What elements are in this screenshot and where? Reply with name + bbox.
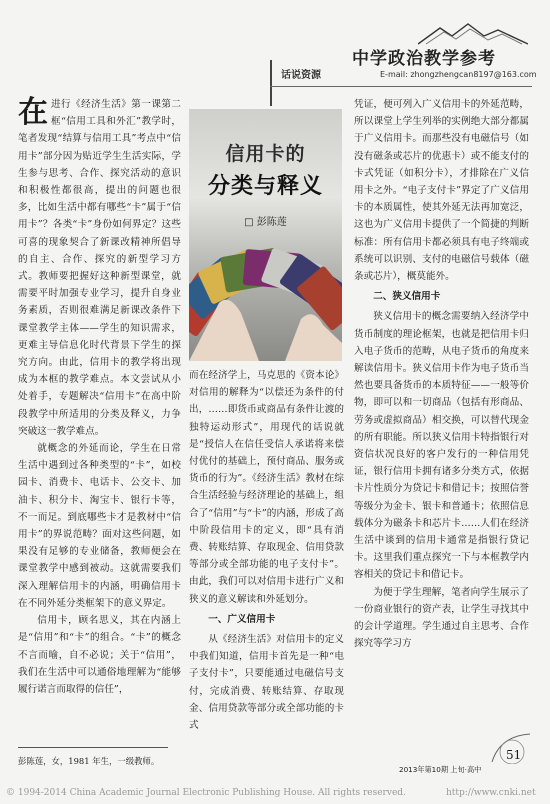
column-name: 话说资源 [281,70,321,81]
text-column-3 [354,96,529,740]
journal-name: 中学政治教学参考 [352,49,496,69]
header-divider [270,60,272,106]
author-footnote: 彭陈莲，女，1981 年生，一级教师。 [18,756,160,766]
section-heading: 二、狭义信用卡 [373,291,441,303]
article-author: □ 彭陈莲 [244,217,287,228]
journal-email: E-mail: zhongzhengcan8197@163.com [380,70,537,79]
article-title-image [189,109,342,361]
header-rule [270,86,532,87]
text-column-2 [189,367,344,740]
article-title-line2: 分类与释义 [207,173,323,199]
issue-info: 2013年第10期 上旬·高中 [399,765,482,774]
paragraph: 信用卡，顾名思义，其在内涵上是“信用”和“卡”的组合。“卡”的概念不言而喻，自不必说；关于“信用”，我们在生活中可以通俗地理解为“能够履行诺言而取得的信任”， [18,615,181,695]
copyright-notice: © 1994-2014 China Academic Journal Electronic Publishing House. All rights reserved. [6,788,406,798]
paragraph: 就概念的外延而论，学生在日常生活中遇到过各种类型的“卡”，如校园卡、消费卡、电话卡、公交卡、加油卡、积分卡、淘宝卡、银行卡等，不一而足。到底哪些卡才是教材中“信用卡”的界说范畴？面对这些问题，如果没有足够的专业储备，教师便会在课堂教学中感到被动。这就需要我们深入理解信用卡的内涵，明确信用卡在不同外延分类框架下的意义界定。 [18,443,181,609]
paragraph: 从《经济生活》对信用卡的定义中我们知道，信用卡首先是一种“电子支付卡”，只要能通过电磁信号支付，完成消费、转账结算、存取现金、信用贷款等部分或全部功能的卡式 [189,634,344,732]
footnote-rule [18,747,168,748]
paragraph: 在进行《经济生活》第一课第二框“信用工具和外汇”教学时，笔者发现“结算与信用工具”考点中“信用卡”部分因为贴近学生生活实际，学生参与思考、合作、探究活动的意识和积极性都很高，提出的问题也很多，比如生活中都有哪些“卡”属于“信用卡”？各类“卡”身份如何界定？这些可喜的现象契合了新课改精神所倡导的自主、合作、探究的新型学习方式。教师要把握好这种新型课堂，就需要平时加强专业学习，提升自身业务素质，否则很难满足新课改条件下课堂教学主体——学生的知识需求，更难主导信息化时代背景下学生的探究方向。由此，信用卡的教学将出现成为本框的教学难点。本文尝试从小处着手，专题解决“信用卡”在高中阶段教学中所适用的分类及释义，力争突破这一教学难点。 [18,96,181,437]
paragraph: 狭义信用卡的概念需要纳入经济学中货币制度的理论框架，也就是把信用卡归入电子货币的范畴，从电子货币的角度来解读信用卡。狭义信用卡作为电子货币当然也要具备货币的本质特征——一般等价物，即可以和一切商品（包括有形商品、劳务或虚拟商品）相交换，可以替代现金的所有职能。所以狭义信用卡特指银行对资信状况良好的客户发行的一种信用凭证，银行信用卡拥有诸多分类方式，依据卡片性质分为贷记卡和借记卡；按照信誉等级分为金卡、银卡和普通卡；依照信息载体分为磁条卡和芯片卡……人们在经济生活中谈到的信用卡通常是指银行贷记卡。这里我们重点探究一下与本框教学内容相关的贷记卡和借记卡。 [354,311,529,581]
section-heading: 一、广义信用卡 [208,613,276,625]
credit-card-fan-image [189,233,342,361]
paragraph: 为便于学生理解，笔者向学生展示了一份商业银行的资产表，让学生寻找其中的会计学道理。学生通过自主思考、合作探究等学习方 [354,586,529,650]
text-column-1 [18,96,181,740]
page-number: 51 [506,748,522,762]
drop-cap: 在 [18,96,48,130]
mountain-logo-icon [418,22,528,46]
paragraph: 而在经济学上，马克思的《资本论》对信用的解释为“以偿还为条件的付出，……即货币或商品有条件让渡的独特运动形式”，用现代的话说就是“授信人在信任受信人承诺将来偿付优付的基础上，预付商品、服务或货币的行为”。《经济生活》教材在综合生活经验与经济理论的基础上，组合了“信用”与“卡”的内涵，形成了高中阶段信用卡的定义，即“具有消费、转账结算、存取现金、信用贷款等部分或全部功能的电子支付卡”。由此，我们可以对信用卡进行广义和狭义的意义解读和外延划分。 [189,370,344,605]
article-title-line1: 信用卡的 [225,143,306,165]
paragraph: 凭证，便可列入广义信用卡的外延范畴，所以课堂上学生列举的实例绝大部分都属于广义信用卡。而那些没有电磁信号（如没有磁条或芯片的优惠卡）或不能支付的卡式凭证（如积分卡），才排除在广义信用卡之外。“电子支付卡”界定了广义信用卡的本质属性，使其外延无法再加宽泛，这也为广义信用卡提供了一个简捷的判断标准：所有信用卡都必须具有电子终端或系统可以识别、支付的电磁信号载体（磁条或芯片），概莫能外。 [354,99,529,283]
website-link[interactable]: http://www.cnki.net [446,788,536,798]
